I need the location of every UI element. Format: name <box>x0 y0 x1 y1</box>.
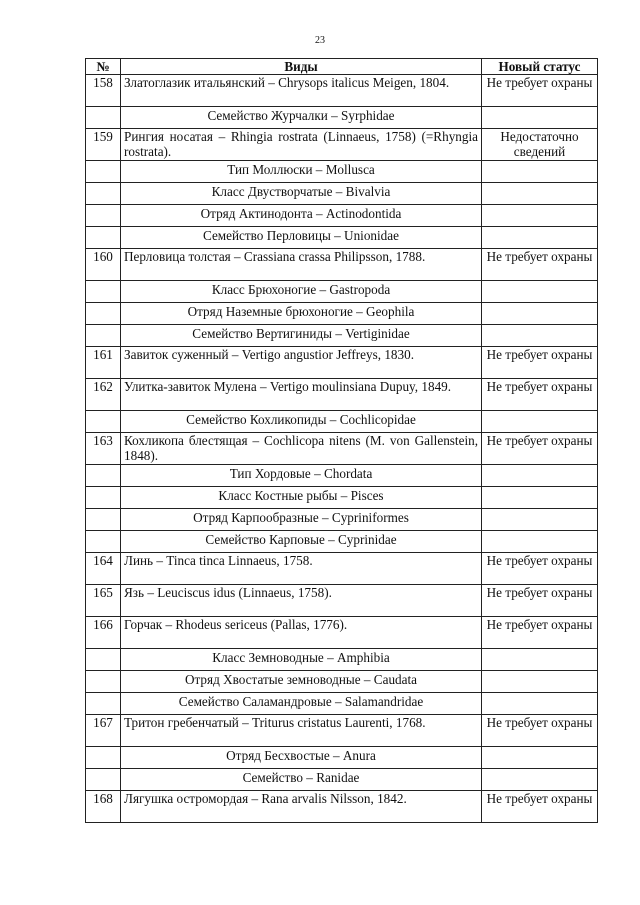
taxon-name: Тип Моллюски – Mollusca <box>121 161 482 183</box>
row-number: 167 <box>86 715 121 747</box>
row-number: 161 <box>86 347 121 379</box>
empty-number-cell <box>86 769 121 791</box>
species-name: Тритон гребенчатый – Triturus cristatus Laurenti, 1768. <box>121 715 482 747</box>
header-status: Новый статус <box>482 59 598 75</box>
taxon-row <box>86 649 598 671</box>
species-name: Златоглазик итальянский – Chrysops italicus Meigen, 1804. <box>121 75 482 107</box>
taxon-name: Семейство Саламандровые – Salamandridae <box>121 693 482 715</box>
taxon-name: Тип Хордовые – Chordata <box>121 465 482 487</box>
status-cell: Не требует охраны <box>482 553 598 585</box>
empty-status-cell <box>482 281 598 303</box>
taxon-row <box>86 411 598 433</box>
status-cell: Не требует охраны <box>482 347 598 379</box>
empty-number-cell <box>86 411 121 433</box>
row-number: 165 <box>86 585 121 617</box>
taxon-row <box>86 509 598 531</box>
taxon-name: Семейство – Ranidae <box>121 769 482 791</box>
empty-status-cell <box>482 411 598 433</box>
species-name: Линь – Tinca tinca Linnaeus, 1758. <box>121 553 482 585</box>
taxon-name: Отряд Карпообразные – Cypriniformes <box>121 509 482 531</box>
empty-number-cell <box>86 107 121 129</box>
species-name: Завиток суженный – Vertigo angustior Jeffreys, 1830. <box>121 347 482 379</box>
species-name: Улитка-завиток Мулена – Vertigo moulinsiana Dupuy, 1849. <box>121 379 482 411</box>
species-row <box>86 585 598 617</box>
row-number: 159 <box>86 129 121 161</box>
species-name: Перловица толстая – Crassiana crassa Philipsson, 1788. <box>121 249 482 281</box>
status-cell: Не требует охраны <box>482 249 598 281</box>
table-body <box>86 75 598 823</box>
species-name: Кохликопа блестящая – Cochlicopa nitens (M. von Gallenstein, 1848). <box>121 433 482 465</box>
species-row <box>86 129 598 161</box>
taxon-name: Отряд Хвостатые земноводные – Caudata <box>121 671 482 693</box>
empty-status-cell <box>482 205 598 227</box>
empty-status-cell <box>482 531 598 553</box>
empty-number-cell <box>86 465 121 487</box>
species-name: Горчак – Rhodeus sericeus (Pallas, 1776). <box>121 617 482 649</box>
species-name: Язь – Leuciscus idus (Linnaeus, 1758). <box>121 585 482 617</box>
species-row <box>86 715 598 747</box>
empty-number-cell <box>86 205 121 227</box>
species-name: Лягушка остромордая – Rana arvalis Nilsson, 1842. <box>121 791 482 823</box>
empty-number-cell <box>86 303 121 325</box>
empty-status-cell <box>482 465 598 487</box>
species-row <box>86 75 598 107</box>
header-species: Виды <box>121 59 482 75</box>
status-cell: Не требует охраны <box>482 433 598 465</box>
taxon-row <box>86 465 598 487</box>
species-row <box>86 433 598 465</box>
taxon-row <box>86 747 598 769</box>
row-number: 158 <box>86 75 121 107</box>
empty-number-cell <box>86 671 121 693</box>
status-cell: Не требует охраны <box>482 585 598 617</box>
species-row <box>86 249 598 281</box>
empty-number-cell <box>86 325 121 347</box>
taxon-row <box>86 183 598 205</box>
empty-number-cell <box>86 531 121 553</box>
empty-number-cell <box>86 509 121 531</box>
taxon-row <box>86 531 598 553</box>
page-number: 23 <box>315 35 325 46</box>
species-row <box>86 617 598 649</box>
taxon-name: Семейство Журчалки – Syrphidae <box>121 107 482 129</box>
taxon-name: Класс Двустворчатые – Bivalvia <box>121 183 482 205</box>
taxon-name: Отряд Наземные брюхоногие – Geophila <box>121 303 482 325</box>
empty-status-cell <box>482 107 598 129</box>
row-number: 168 <box>86 791 121 823</box>
taxon-name: Семейство Кохликопиды – Cochlicopidae <box>121 411 482 433</box>
empty-status-cell <box>482 649 598 671</box>
taxon-name: Класс Земноводные – Amphibia <box>121 649 482 671</box>
species-name: Рингия носатая – Rhingia rostrata (Linnaeus, 1758) (=Rhyngia rostrata). <box>121 129 482 161</box>
taxon-row <box>86 693 598 715</box>
row-number: 164 <box>86 553 121 585</box>
empty-number-cell <box>86 161 121 183</box>
species-row <box>86 791 598 823</box>
species-row <box>86 379 598 411</box>
empty-status-cell <box>482 671 598 693</box>
header-number: № <box>86 59 121 75</box>
taxon-row <box>86 161 598 183</box>
status-cell: Недостаточно сведений <box>482 129 598 161</box>
taxon-name: Семейство Вертигиниды – Vertiginidae <box>121 325 482 347</box>
empty-number-cell <box>86 227 121 249</box>
taxon-row <box>86 227 598 249</box>
status-cell: Не требует охраны <box>482 617 598 649</box>
empty-status-cell <box>482 487 598 509</box>
empty-status-cell <box>482 183 598 205</box>
taxon-name: Отряд Бесхвостые – Anura <box>121 747 482 769</box>
taxon-name: Семейство Перловицы – Unionidae <box>121 227 482 249</box>
empty-status-cell <box>482 509 598 531</box>
taxon-row <box>86 281 598 303</box>
species-row <box>86 553 598 585</box>
row-number: 162 <box>86 379 121 411</box>
taxon-row <box>86 671 598 693</box>
empty-number-cell <box>86 693 121 715</box>
row-number: 166 <box>86 617 121 649</box>
taxon-name: Класс Костные рыбы – Pisces <box>121 487 482 509</box>
status-cell: Не требует охраны <box>482 75 598 107</box>
empty-status-cell <box>482 693 598 715</box>
taxon-name: Семейство Карповые – Cyprinidae <box>121 531 482 553</box>
taxon-row <box>86 205 598 227</box>
taxon-row <box>86 769 598 791</box>
table-header-row <box>86 59 598 75</box>
empty-number-cell <box>86 281 121 303</box>
empty-status-cell <box>482 325 598 347</box>
empty-status-cell <box>482 161 598 183</box>
empty-number-cell <box>86 183 121 205</box>
row-number: 160 <box>86 249 121 281</box>
species-status-table <box>85 58 598 823</box>
taxon-name: Класс Брюхоногие – Gastropoda <box>121 281 482 303</box>
empty-status-cell <box>482 227 598 249</box>
taxon-row <box>86 107 598 129</box>
empty-number-cell <box>86 487 121 509</box>
empty-number-cell <box>86 649 121 671</box>
empty-number-cell <box>86 747 121 769</box>
empty-status-cell <box>482 747 598 769</box>
species-row <box>86 347 598 379</box>
status-cell: Не требует охраны <box>482 379 598 411</box>
taxon-row <box>86 303 598 325</box>
status-cell: Не требует охраны <box>482 715 598 747</box>
status-cell: Не требует охраны <box>482 791 598 823</box>
row-number: 163 <box>86 433 121 465</box>
empty-status-cell <box>482 303 598 325</box>
empty-status-cell <box>482 769 598 791</box>
taxon-name: Отряд Актинодонта – Actinodontida <box>121 205 482 227</box>
taxon-row <box>86 487 598 509</box>
taxon-row <box>86 325 598 347</box>
